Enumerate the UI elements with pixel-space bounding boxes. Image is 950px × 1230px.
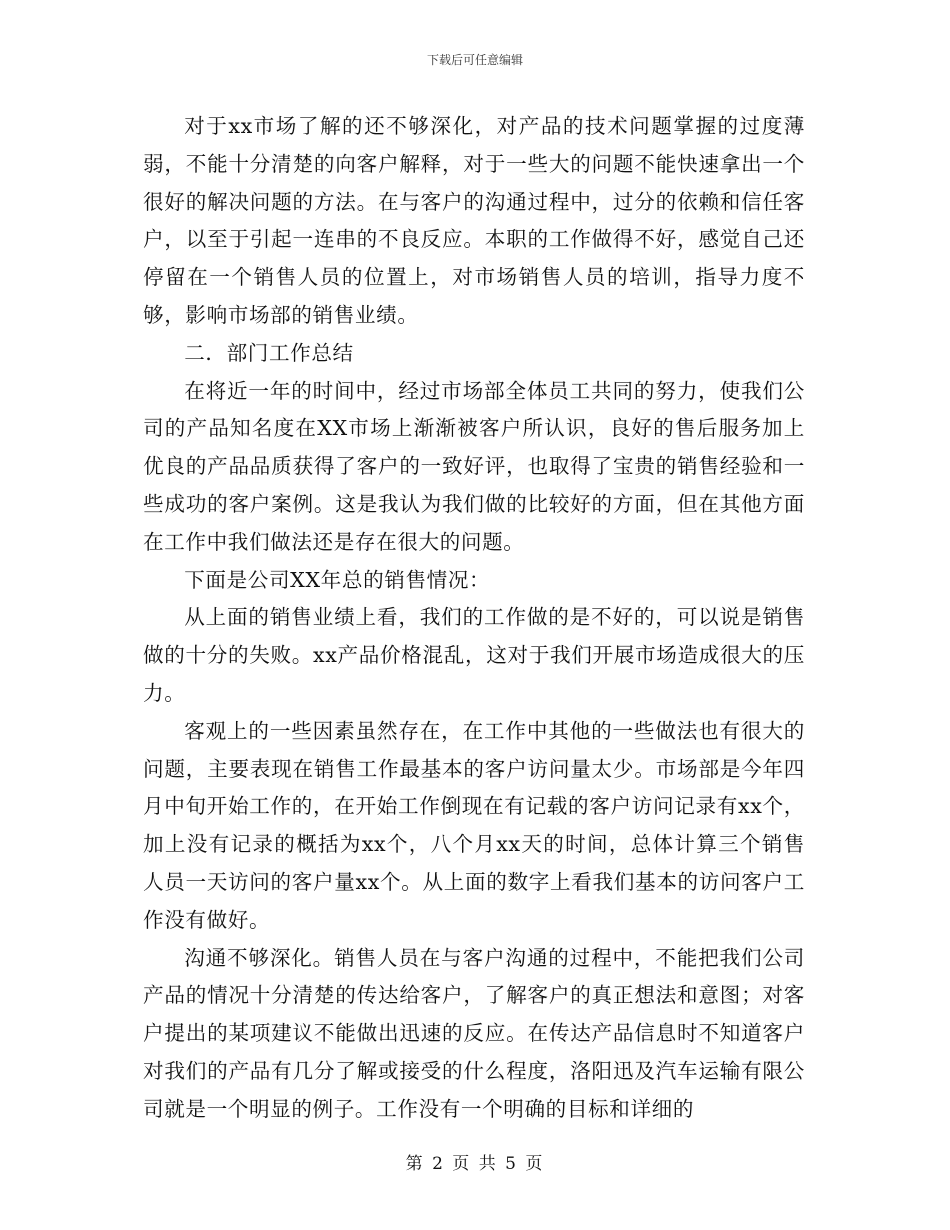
page-footer: 第 2 页 共 5 页 bbox=[405, 1154, 545, 1174]
page-header: 下载后可任意编辑 bbox=[426, 53, 523, 67]
paragraph-communication: 沟通不够深化。销售人员在与客户沟通的过程中，不能把我们公司产品的情况十分清楚的传达给客户，了解客户的真正想法和意图；对客户提出的某项建议不能做出迅速的反应。在传达产品信息时不知道客户对我们的产品有几分了解或接受的什么程度，洛阳迅及汽车运输有限公司就是一个明显的例子。工作没有一个明确的目标和详细的 bbox=[143, 945, 805, 1121]
paragraph-sales-intro: 下面是公司XX年总的销售情况： bbox=[184, 567, 491, 592]
paragraph-self-assessment: 对于xx市场了解的还不够深化，对产品的技术问题掌握的过度薄弱，不能十分清楚的向客户解释，对于一些大的问题不能快速拿出一个很好的解决问题的方法。在与客户的沟通过程中，过分的依赖和信任客户，以至于引起一连串的不良反应。本职的工作做得不好，感觉自己还停留在一个销售人员的位置上，对市场销售人员的培训，指导力度不够，影响市场部的销售业绩。 bbox=[143, 114, 805, 327]
section-heading-department-summary: 二．部门工作总结 bbox=[184, 340, 354, 365]
document-body bbox=[143, 108, 805, 1129]
paragraph-sales-performance: 从上面的销售业绩上看，我们的工作做的是不好的，可以说是销售做的十分的失败。xx产品价格混乱，这对于我们开展市场造成很大的压力。 bbox=[143, 605, 805, 705]
paragraph-customer-visits: 客观上的一些因素虽然存在，在工作中其他的一些做法也有很大的问题，主要表现在销售工作最基本的客户访问量太少。市场部是今年四月中旬开始工作的，在开始工作倒现在有记载的客户访问记录有xx个，加上没有记录的概括为xx个，八个月xx天的时间，总体计算三个销售人员一天访问的客户量xx个。从上面的数字上看我们基本的访问客户工作没有做好。 bbox=[143, 718, 805, 932]
paragraph-department-summary: 在将近一年的时间中，经过市场部全体员工共同的努力，使我们公司的产品知名度在XX市场上渐渐被客户所认识，良好的售后服务加上优良的产品品质获得了客户的一致好评，也取得了宝贵的销售经验和一些成功的客户案例。这是我认为我们做的比较好的方面，但在其他方面在工作中我们做法还是存在很大的问题。 bbox=[143, 378, 805, 554]
